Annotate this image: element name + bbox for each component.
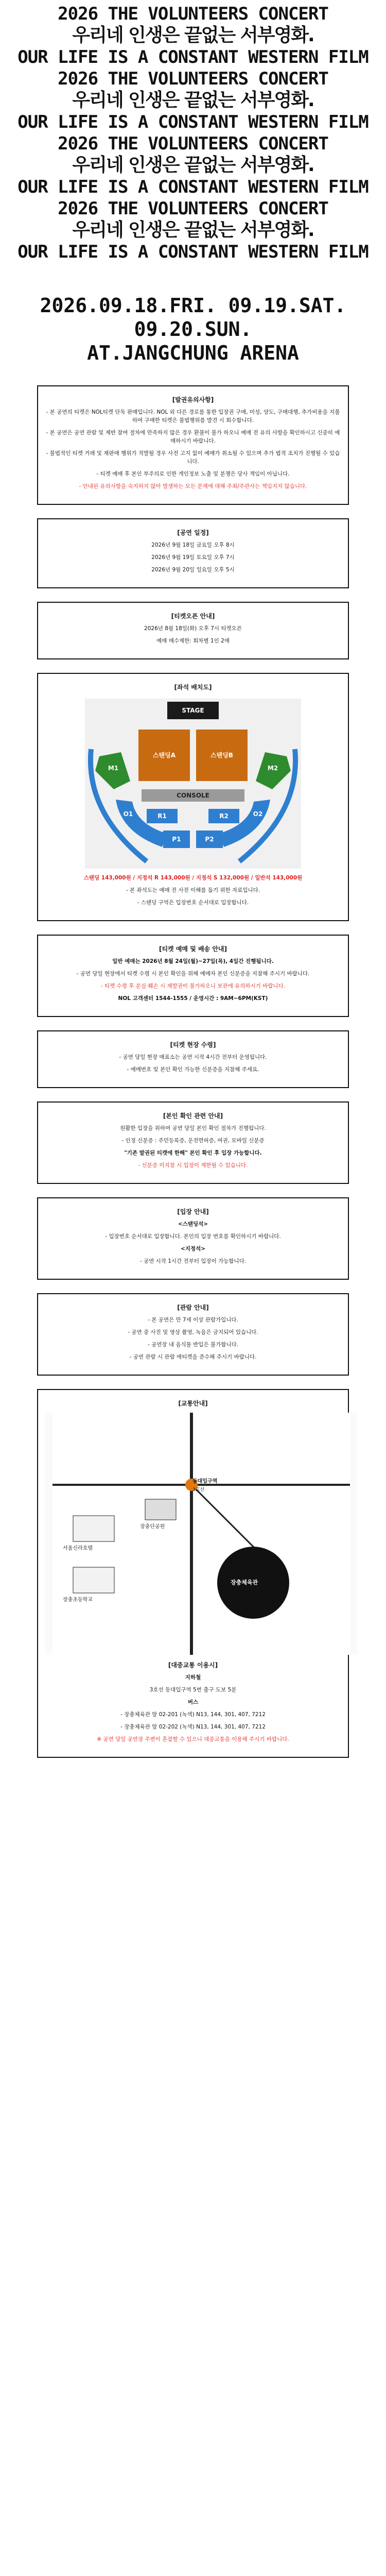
public-transport-title: [대중교통 이용시] bbox=[168, 1662, 218, 1669]
ticket-pickup-title: [티켓 예매 및 배송 안내] bbox=[159, 945, 227, 953]
entry-notice-box bbox=[37, 1197, 349, 1280]
zone-standing-b: 스탠딩B bbox=[210, 752, 233, 759]
notice-para: - 본 공연의 티켓은 NOL티켓 단독 판매입니다. NOL 외 다른 경로를 통한 입장권 구매, 미성, 양도, 구매대행, 추가비용을 지불하여 구매한 티켓은 불법행위를 발견 시 회수합니다. bbox=[46, 409, 340, 423]
notice-box bbox=[37, 385, 349, 505]
banner-line: 우리네 인생은 끝없는 서부영화. bbox=[72, 155, 314, 176]
concert-dates: 2026.09.18.FRI. 09.19.SAT. 09.20.SUN. bbox=[40, 294, 346, 341]
transport-title: [교통안내] bbox=[178, 1400, 208, 1407]
entry-notice-para: <지정석> bbox=[180, 1246, 206, 1252]
notice-para: - 안내된 유의사항을 숙지하지 않아 발생하는 모든 문제에 대해 주최/주관사는 책임지지 않습니다. bbox=[79, 483, 307, 489]
schedule-item: 2026년 9월 19일 토요일 오후 7시 bbox=[151, 554, 235, 561]
caution-para: - 공연 중 사진 및 영상 촬영, 녹음은 금지되어 있습니다. bbox=[128, 1329, 258, 1335]
banner-line: 2026 THE VOLUNTEERS CONCERT bbox=[58, 69, 328, 89]
banner-line: OUR LIFE IS A CONSTANT WESTERN FILM bbox=[17, 177, 369, 197]
public-item: 3호선 동대입구역 5번 출구 도보 5분 bbox=[149, 1687, 237, 1693]
seatmap-box bbox=[37, 673, 349, 921]
zone-console: CONSOLE bbox=[177, 792, 209, 799]
entry-notice-para: - 입장번호 순서대로 입장합니다. 본인의 입장 번호를 확인하시기 바랍니다. bbox=[105, 1233, 281, 1240]
entry-para: - 공연 당일 현장 매표소는 공연 시작 4시간 전부터 운영됩니다. bbox=[119, 1054, 267, 1060]
entry-notice-para: - 공연 시작 1시간 전부터 입장이 가능합니다. bbox=[139, 1258, 247, 1264]
ticket-pickup-para: 일반 예매는 2026년 8월 24일(월)~27일(목), 4일간 진행됩니다. bbox=[112, 958, 274, 964]
location-map bbox=[45, 1413, 357, 1655]
public-item: - 장충체육관 앞 02-201 (녹색) N13, 144, 301, 407, 7212 bbox=[120, 1711, 266, 1718]
ticket-pickup-para: - 공연 당일 현장에서 티켓 수령 시 본인 확인을 위해 예매자 본인 신분증을 지참해 주시기 바랍니다. bbox=[76, 971, 310, 977]
entry-notice-title: [입장 안내] bbox=[177, 1208, 209, 1215]
caution-box bbox=[37, 1293, 349, 1376]
zone-m2: M2 bbox=[267, 765, 278, 772]
banner-line: 우리네 인생은 끝없는 서부영화. bbox=[72, 90, 314, 111]
schedule-item: 2026년 9월 20일 일요일 오후 5시 bbox=[151, 567, 235, 573]
notice-para: - 티켓 예매 후 본인 부주의로 인한 개인정보 노출 및 분쟁은 당사 책임이 아닙니다. bbox=[96, 471, 290, 477]
zone-r1: R1 bbox=[157, 812, 167, 820]
concert-venue: AT.JANGCHUNG ARENA bbox=[87, 342, 299, 364]
seat-note: - 스탠딩 구역은 입장번호 순서대로 입장합니다. bbox=[137, 900, 249, 906]
transport-box bbox=[37, 1389, 349, 1758]
ticket-pickup-para: NOL 고객센터 1544-1555 / 운영시간 : 9AM~6PM(KST) bbox=[118, 995, 268, 1002]
map-label-shilla: 서울신라호텔 bbox=[63, 1546, 93, 1551]
id-check-para: 원활한 입장을 위하여 공연 당일 본인 확인 절차가 진행됩니다. bbox=[120, 1125, 266, 1131]
banner-line: OUR LIFE IS A CONSTANT WESTERN FILM bbox=[17, 112, 369, 132]
date-venue bbox=[0, 294, 386, 365]
caution-para: - 본 공연은 만 7세 이상 관람가입니다. bbox=[148, 1317, 238, 1323]
title-banner bbox=[0, 0, 386, 263]
id-check-title: [본인 확인 관련 안내] bbox=[163, 1112, 223, 1120]
schedule-title: [공연 일정] bbox=[177, 529, 209, 536]
zone-standing-a: 스탠딩A bbox=[152, 752, 176, 759]
public-item: - 장충체육관 앞 02-202 (녹색) N13, 144, 301, 407, 7212 bbox=[120, 1724, 266, 1730]
id-check-para: - 인정 신분증 : 주민등록증, 운전면허증, 여권, 모바일 신분증 bbox=[121, 1138, 265, 1144]
entry-notice-para: <스탠딩석> bbox=[178, 1221, 208, 1227]
map-label-line: 3호선 bbox=[192, 1487, 205, 1493]
zone-stage: STAGE bbox=[182, 707, 204, 714]
public-item: 버스 bbox=[187, 1699, 199, 1705]
zone-p2: P2 bbox=[205, 836, 214, 843]
id-check-para: "기존 발권된 티켓에 한해" 본인 확인 후 입장 가능합니다. bbox=[124, 1150, 262, 1156]
notice-para: - 본 공연은 공연 관람 및 제반 참여 절차에 만족하지 않은 경우 환불이 불가 하오니 예매 전 유의 사항을 확인하시고 신중히 예매하시기 바랍니다. bbox=[46, 430, 340, 444]
seatmap-title: [좌석 배치도] bbox=[174, 684, 212, 691]
zone-m1: M1 bbox=[108, 765, 119, 772]
ticket-pickup-para: - 티켓 수령 후 분실·훼손 시 재발권이 불가하오니 보관에 유의하시기 바랍니다. bbox=[100, 983, 286, 989]
ticketing-item: 2026년 8월 18일(화) 오후 7시 티켓오픈 bbox=[144, 625, 242, 632]
entry-box bbox=[37, 1030, 349, 1088]
entry-title: [티켓 현장 수령] bbox=[170, 1041, 216, 1048]
ticketing-title: [티켓오픈 안내] bbox=[171, 613, 215, 620]
parking-notice: ※ 공연 당일 공연장 주변이 혼잡할 수 있으니 대중교통을 이용해 주시기 바랍니다. bbox=[97, 1736, 289, 1742]
ticketing-item: 예매 매수제한: 회차별 1인 2매 bbox=[156, 638, 230, 644]
banner-line: OUR LIFE IS A CONSTANT WESTERN FILM bbox=[17, 47, 369, 67]
entry-para: - 예매번호 및 본인 확인 가능한 신분증을 지참해 주세요. bbox=[127, 1066, 259, 1073]
seat-map bbox=[85, 699, 301, 869]
caution-title: [관람 안내] bbox=[177, 1304, 209, 1311]
ticketing-box bbox=[37, 602, 349, 659]
public-item: 지하철 bbox=[185, 1674, 201, 1681]
ticket-pickup-box bbox=[37, 935, 349, 1017]
map-label-school: 장충초등학교 bbox=[63, 1597, 93, 1603]
seat-prices: 스탠딩 143,000원 / 지정석 R 143,000원 / 지정석 S 132,000원 / 일반석 143,000원 bbox=[83, 875, 303, 881]
zone-o2: O2 bbox=[253, 810, 263, 818]
id-check-box bbox=[37, 1101, 349, 1184]
banner-line: 우리네 인생은 끝없는 서부영화. bbox=[72, 25, 314, 46]
caution-para: - 공연 관람 시 관람 에티켓을 준수해 주시기 바랍니다. bbox=[129, 1354, 257, 1360]
notice-para: - 불법적인 티켓 거래 및 재판매 행위가 적발될 경우 사전 고지 없이 예매가 취소될 수 있으며 추가 법적 조치가 진행될 수 있습니다. bbox=[46, 450, 340, 465]
banner-line: OUR LIFE IS A CONSTANT WESTERN FILM bbox=[17, 242, 369, 262]
banner-line: 2026 THE VOLUNTEERS CONCERT bbox=[58, 198, 328, 219]
banner-line: 2026 THE VOLUNTEERS CONCERT bbox=[58, 4, 328, 24]
schedule-item: 2026년 9월 18일 금요일 오후 8시 bbox=[151, 542, 235, 548]
zone-p1: P1 bbox=[172, 836, 181, 843]
map-label-park: 장충단공원 bbox=[140, 1524, 165, 1530]
id-check-para: - 신분증 미지참 시 입장이 제한될 수 있습니다. bbox=[138, 1162, 248, 1168]
seat-map-graphic bbox=[85, 699, 301, 869]
seat-note: - 본 좌석도는 예매 전 사전 이해를 돕기 위한 자료입니다. bbox=[126, 887, 260, 893]
caution-para: - 공연장 내 음식물 반입은 불가합니다. bbox=[148, 1342, 238, 1348]
banner-line: 우리네 인생은 끝없는 서부영화. bbox=[72, 219, 314, 241]
banner-line: 2026 THE VOLUNTEERS CONCERT bbox=[58, 133, 328, 154]
zone-r2: R2 bbox=[219, 812, 229, 820]
map-label-arena: 장충체육관 bbox=[231, 1579, 258, 1586]
zone-o1: O1 bbox=[123, 810, 133, 818]
map-label-station: 동대입구역 bbox=[192, 1479, 218, 1484]
notice-title: [발권유의사항] bbox=[172, 396, 214, 403]
map-graphic bbox=[52, 1413, 350, 1655]
schedule-box bbox=[37, 518, 349, 588]
